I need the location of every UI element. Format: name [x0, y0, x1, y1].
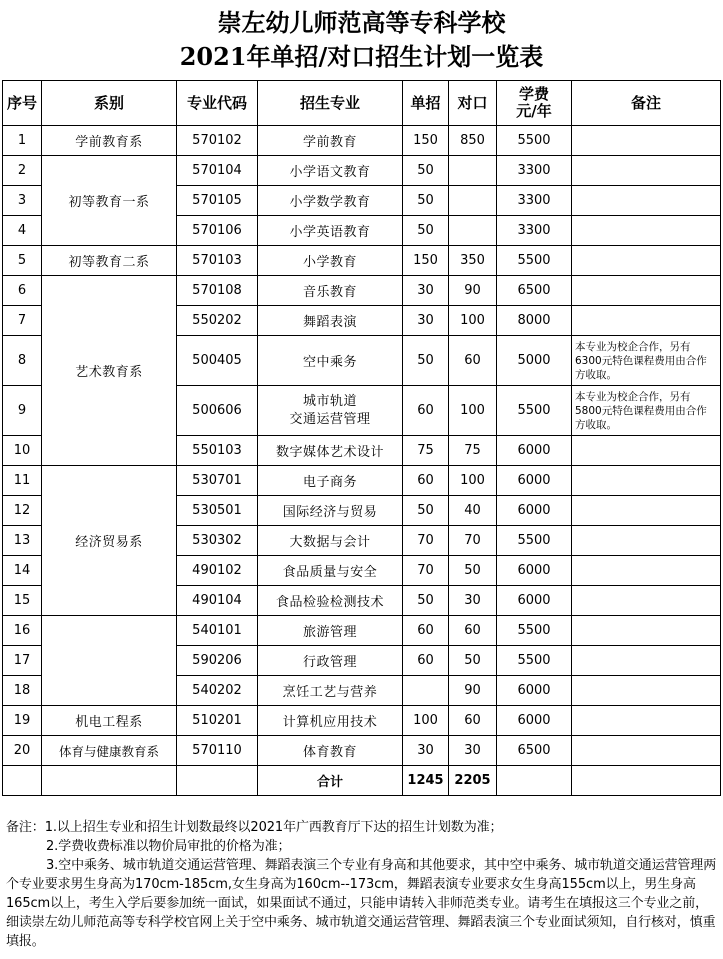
tuition: 6000: [497, 466, 572, 496]
counter-count: [449, 216, 497, 246]
remarks-cell: [572, 156, 721, 186]
major-code: 570103: [177, 246, 258, 276]
tuition: 5000: [497, 336, 572, 386]
header-dept: 系别: [42, 81, 177, 126]
row-seq: 5: [3, 246, 42, 276]
dept-cell: [42, 616, 177, 706]
row-seq: 19: [3, 706, 42, 736]
major-code: 530302: [177, 526, 258, 556]
header-seq: 序号: [3, 81, 42, 126]
enrollment-plan-table: [2, 80, 721, 796]
major-code: 530701: [177, 466, 258, 496]
major-code: 500405: [177, 336, 258, 386]
single-count: 60: [403, 466, 449, 496]
remarks-cell: [572, 526, 721, 556]
counter-count: 60: [449, 336, 497, 386]
header-code: 专业代码: [177, 81, 258, 126]
remarks-cell: [572, 126, 721, 156]
tuition: 6000: [497, 436, 572, 466]
single-count: 60: [403, 616, 449, 646]
counter-count: 90: [449, 276, 497, 306]
row-seq: 15: [3, 586, 42, 616]
single-count: 50: [403, 156, 449, 186]
major-code: 570102: [177, 126, 258, 156]
remarks-cell: [572, 676, 721, 706]
single-count: 60: [403, 646, 449, 676]
counter-count: 100: [449, 306, 497, 336]
remarks-cell: [572, 706, 721, 736]
row-seq: 16: [3, 616, 42, 646]
table-row: [3, 276, 721, 306]
row-seq: 4: [3, 216, 42, 246]
major-name: 食品质量与安全: [258, 556, 403, 586]
major-code: 530501: [177, 496, 258, 526]
single-count: 50: [403, 336, 449, 386]
major-name: 小学语文教育: [258, 156, 403, 186]
major-name: 舞蹈表演: [258, 306, 403, 336]
counter-count: 100: [449, 386, 497, 436]
header-fee-line1: 学费: [518, 85, 549, 103]
major-name: 小学英语教育: [258, 216, 403, 246]
row-seq: 8: [3, 336, 42, 386]
footnote-3-text: 3.空中乘务、城市轨道交通运营管理、舞蹈表演三个专业有身高和其他要求，其中空中乘务、城市轨道交通运营管理两个专业要求男生身高为170cm-185cm,女生身高为160cm--173cm，舞蹈表演专业要求女生身高155cm以上，男生身高165cm以上，考生入学后要参加统一面试，如果面试不通过，只能申请转入非师范类专业。请考生在填报这三个专业之前，细读崇左幼儿师范高等专科学校官网上关于空中乘务、城市轨道交通运营管理、舞蹈表演三个专业面试须知，自行核对，慎重填报。: [6, 858, 717, 949]
counter-count: 30: [449, 736, 497, 766]
major-name-line2: 交通运营管理: [289, 411, 371, 427]
row-seq: 9: [3, 386, 42, 436]
dept-cell: 体育与健康教育系: [42, 736, 177, 766]
tuition: 5500: [497, 246, 572, 276]
single-count: 30: [403, 306, 449, 336]
header-fee: [497, 81, 572, 126]
table-row: [3, 616, 721, 646]
table-row: [3, 736, 721, 766]
dept-cell: 学前教育系: [42, 126, 177, 156]
row-seq: 20: [3, 736, 42, 766]
tuition: 6000: [497, 586, 572, 616]
remarks-cell: [572, 436, 721, 466]
major-name: 小学教育: [258, 246, 403, 276]
total-dept-cell: [42, 766, 177, 796]
major-name: 学前教育: [258, 126, 403, 156]
row-seq: 7: [3, 306, 42, 336]
major-code: 490102: [177, 556, 258, 586]
major-code: 540202: [177, 676, 258, 706]
footnote-3: [6, 856, 718, 951]
school-title: 崇左幼儿师范高等专科学校: [217, 8, 506, 37]
counter-count: 50: [449, 646, 497, 676]
single-count: 50: [403, 216, 449, 246]
counter-count: 40: [449, 496, 497, 526]
tuition: 6000: [497, 556, 572, 586]
row-seq: 10: [3, 436, 42, 466]
footnotes: [6, 818, 718, 951]
remarks-cell: [572, 466, 721, 496]
major-code: 570108: [177, 276, 258, 306]
tuition: 3300: [497, 216, 572, 246]
major-name: [258, 386, 403, 436]
row-seq: 18: [3, 676, 42, 706]
total-row: [3, 766, 721, 796]
total-seq-cell: [3, 766, 42, 796]
major-name: 大数据与会计: [258, 526, 403, 556]
header-remarks: 备注: [572, 81, 721, 126]
table-row: [3, 706, 721, 736]
major-code: 500606: [177, 386, 258, 436]
major-name-line1: 城市轨道: [302, 393, 357, 409]
major-code: 570104: [177, 156, 258, 186]
counter-count: 70: [449, 526, 497, 556]
counter-count: 850: [449, 126, 497, 156]
tuition: 6500: [497, 736, 572, 766]
remarks-cell: [572, 496, 721, 526]
header-single: 单招: [403, 81, 449, 126]
remarks-cell: 本专业为校企合作，另有5800元特色课程费用由合作方收取。: [572, 386, 721, 436]
tuition: 6000: [497, 676, 572, 706]
row-seq: 3: [3, 186, 42, 216]
total-counter: 2205: [449, 766, 497, 796]
dept-cell: 初等教育二系: [42, 246, 177, 276]
single-count: 70: [403, 556, 449, 586]
row-seq: 6: [3, 276, 42, 306]
major-name: 小学数学教育: [258, 186, 403, 216]
remarks-cell: [572, 586, 721, 616]
tuition: 5500: [497, 386, 572, 436]
major-code: 490104: [177, 586, 258, 616]
counter-count: 60: [449, 616, 497, 646]
single-count: 50: [403, 186, 449, 216]
remarks-cell: [572, 186, 721, 216]
total-remarks-cell: [572, 766, 721, 796]
table-row: [3, 156, 721, 186]
remarks-cell: [572, 276, 721, 306]
single-count: 100: [403, 706, 449, 736]
total-code-cell: [177, 766, 258, 796]
dept-cell: 经济贸易系: [42, 466, 177, 616]
dept-cell: 艺术教育系: [42, 276, 177, 466]
major-name: 旅游管理: [258, 616, 403, 646]
major-code: 510201: [177, 706, 258, 736]
tuition: 5500: [497, 646, 572, 676]
remarks-cell: [572, 556, 721, 586]
major-name: 空中乘务: [258, 336, 403, 386]
remarks-cell: [572, 216, 721, 246]
table-row: [3, 126, 721, 156]
remarks-cell: [572, 646, 721, 676]
row-seq: 2: [3, 156, 42, 186]
footnote-2: 2.学费收费标准以物价局审批的价格为准；: [46, 839, 291, 854]
major-name: 行政管理: [258, 646, 403, 676]
total-fee-cell: [497, 766, 572, 796]
tuition: 6000: [497, 706, 572, 736]
major-code: 550202: [177, 306, 258, 336]
remarks-cell: 本专业为校企合作，另有6300元特色课程费用由合作方收取。: [572, 336, 721, 386]
single-count: 150: [403, 126, 449, 156]
tuition: 5500: [497, 526, 572, 556]
remarks-cell: [572, 306, 721, 336]
major-code: 570106: [177, 216, 258, 246]
major-code: 570110: [177, 736, 258, 766]
table-row: [3, 246, 721, 276]
major-name: 食品检验检测技术: [258, 586, 403, 616]
major-code: 540101: [177, 616, 258, 646]
dept-cell: 机电工程系: [42, 706, 177, 736]
remarks-cell: [572, 736, 721, 766]
major-code: 590206: [177, 646, 258, 676]
header-major: 招生专业: [258, 81, 403, 126]
counter-count: 350: [449, 246, 497, 276]
tuition: 5500: [497, 616, 572, 646]
counter-count: 50: [449, 556, 497, 586]
counter-count: [449, 186, 497, 216]
tuition: 6500: [497, 276, 572, 306]
major-name: 数字媒体艺术设计: [258, 436, 403, 466]
tuition: 3300: [497, 186, 572, 216]
remarks-cell: [572, 246, 721, 276]
row-seq: 1: [3, 126, 42, 156]
major-name: 计算机应用技术: [258, 706, 403, 736]
major-code: 570105: [177, 186, 258, 216]
major-name: 体育教育: [258, 736, 403, 766]
total-label: 合计: [258, 766, 403, 796]
major-name: 烹饪工艺与营养: [258, 676, 403, 706]
single-count: [403, 676, 449, 706]
single-count: 50: [403, 496, 449, 526]
tuition: 3300: [497, 156, 572, 186]
header-row: [3, 81, 721, 126]
table-row: [3, 466, 721, 496]
major-name: 国际经济与贸易: [258, 496, 403, 526]
single-count: 150: [403, 246, 449, 276]
row-seq: 17: [3, 646, 42, 676]
counter-count: 60: [449, 706, 497, 736]
header-counter: 对口: [449, 81, 497, 126]
counter-count: 90: [449, 676, 497, 706]
tuition: 6000: [497, 496, 572, 526]
major-name: 音乐教育: [258, 276, 403, 306]
counter-count: 75: [449, 436, 497, 466]
total-single: 1245: [403, 766, 449, 796]
row-seq: 13: [3, 526, 42, 556]
tuition: 8000: [497, 306, 572, 336]
dept-cell: 初等教育一系: [42, 156, 177, 246]
tuition: 5500: [497, 126, 572, 156]
single-count: 75: [403, 436, 449, 466]
footnote-1: 备注：1.以上招生专业和招生计划数最终以2021年广西教育厅下达的招生计划数为准；: [6, 820, 503, 835]
remarks-cell: [572, 616, 721, 646]
major-name: 电子商务: [258, 466, 403, 496]
table-title: 2021年单招/对口招生计划一览表: [179, 42, 544, 71]
row-seq: 12: [3, 496, 42, 526]
counter-count: 100: [449, 466, 497, 496]
header-fee-line2: 元/年: [516, 102, 552, 120]
single-count: 30: [403, 736, 449, 766]
single-count: 30: [403, 276, 449, 306]
counter-count: [449, 156, 497, 186]
single-count: 70: [403, 526, 449, 556]
row-seq: 14: [3, 556, 42, 586]
counter-count: 30: [449, 586, 497, 616]
single-count: 60: [403, 386, 449, 436]
row-seq: 11: [3, 466, 42, 496]
major-code: 550103: [177, 436, 258, 466]
single-count: 50: [403, 586, 449, 616]
